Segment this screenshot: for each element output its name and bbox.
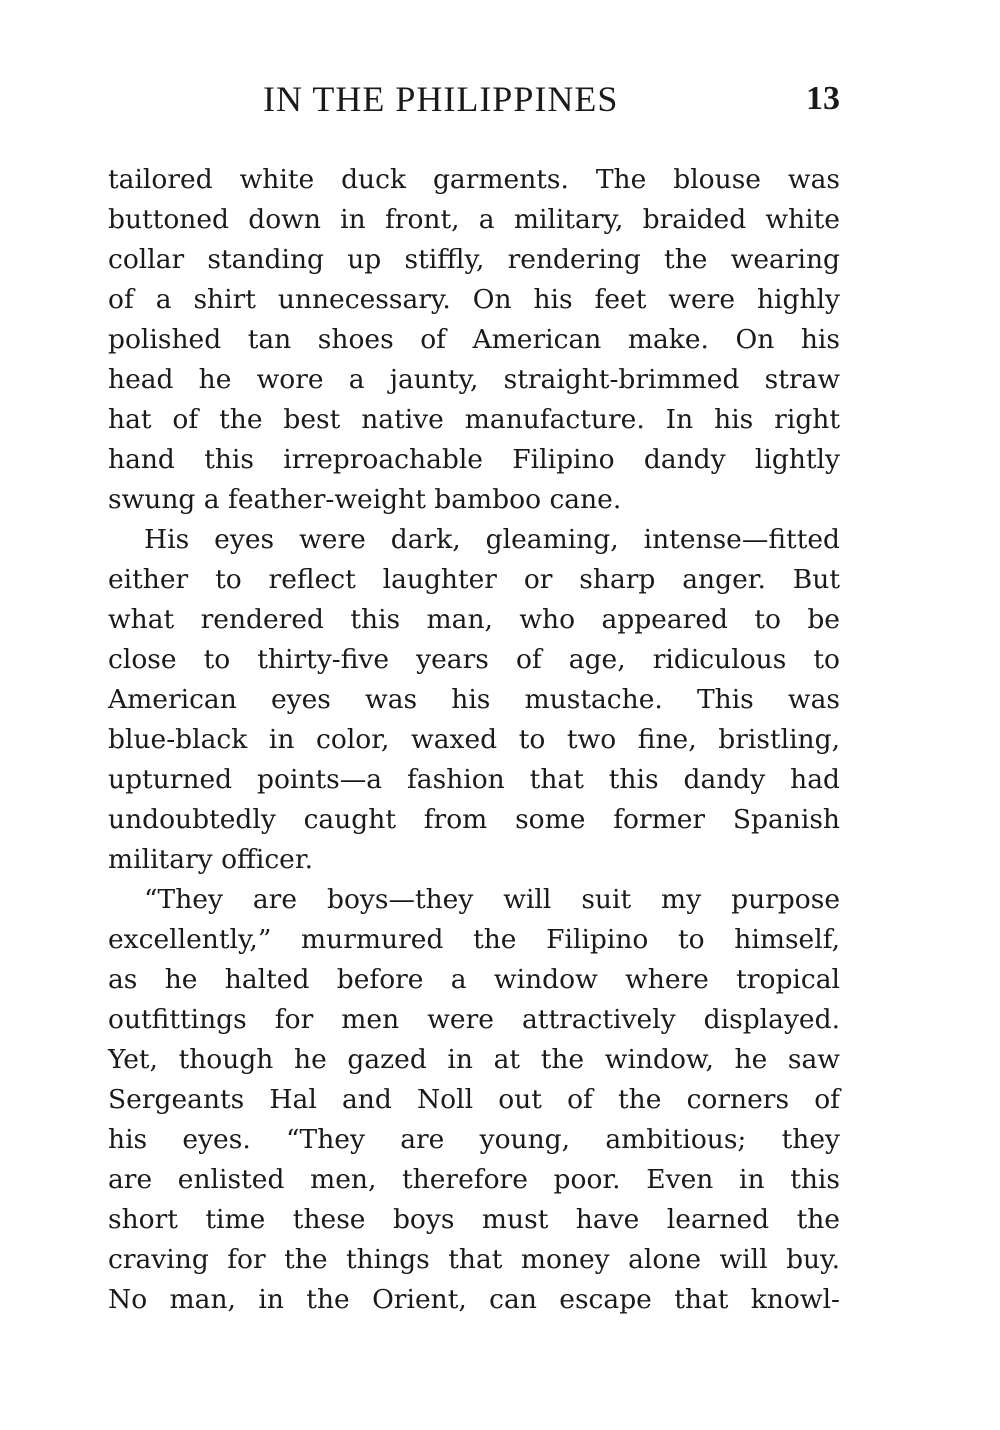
- text-line: American eyes was his mustache. This was: [108, 684, 840, 715]
- text-line: either to reflect laughter or sharp anger. But: [108, 564, 840, 595]
- text-line: close to thirty-five years of age, ridiculous to: [108, 644, 840, 675]
- text-line: “They are boys—they will suit my purpose: [144, 884, 840, 915]
- text-line: tailored white duck garments. The blouse was: [108, 164, 840, 195]
- text-line: hand this irreproachable Filipino dandy lightly: [108, 444, 840, 475]
- text-line: head he wore a jaunty, straight-brimmed straw: [108, 364, 840, 395]
- text-line: outfittings for men were attractively displayed.: [108, 1004, 840, 1035]
- text-line: undoubtedly caught from some former Spanish: [108, 804, 840, 835]
- text-line: upturned points—a fashion that this dandy had: [108, 764, 840, 795]
- text-line: collar standing up stiffly, rendering the wearing: [108, 244, 840, 275]
- page-number: 13: [806, 80, 840, 117]
- running-title: IN THE PHILIPPINES: [263, 79, 619, 119]
- text-line: as he halted before a window where tropical: [108, 964, 840, 995]
- text-line: of a shirt unnecessary. On his feet were highly: [108, 284, 840, 315]
- text-line: swung a feather-weight bamboo cane.: [108, 484, 622, 515]
- text-line: short time these boys must have learned the: [108, 1204, 840, 1235]
- text-line: excellently,” murmured the Filipino to himself,: [108, 924, 840, 955]
- text-line: his eyes. “They are young, ambitious; they: [108, 1124, 840, 1155]
- body-text: [108, 160, 840, 1320]
- text-line: military officer.: [108, 844, 314, 875]
- text-line: hat of the best native manufacture. In his right: [108, 404, 840, 435]
- text-line: Sergeants Hal and Noll out of the corners of: [108, 1084, 840, 1115]
- text-line: craving for the things that money alone will buy.: [108, 1244, 840, 1275]
- text-line: His eyes were dark, gleaming, intense—fitted: [144, 524, 840, 555]
- text-line: No man, in the Orient, can escape that knowl-: [108, 1284, 840, 1315]
- text-line: buttoned down in front, a military, braided white: [108, 204, 840, 235]
- text-line: are enlisted men, therefore poor. Even in this: [108, 1164, 840, 1195]
- text-line: what rendered this man, who appeared to be: [108, 604, 840, 635]
- page-header: [108, 76, 840, 122]
- text-line: Yet, though he gazed in at the window, he saw: [108, 1044, 840, 1075]
- text-line: blue-black in color, waxed to two fine, bristling,: [108, 724, 840, 755]
- text-line: polished tan shoes of American make. On his: [108, 324, 840, 355]
